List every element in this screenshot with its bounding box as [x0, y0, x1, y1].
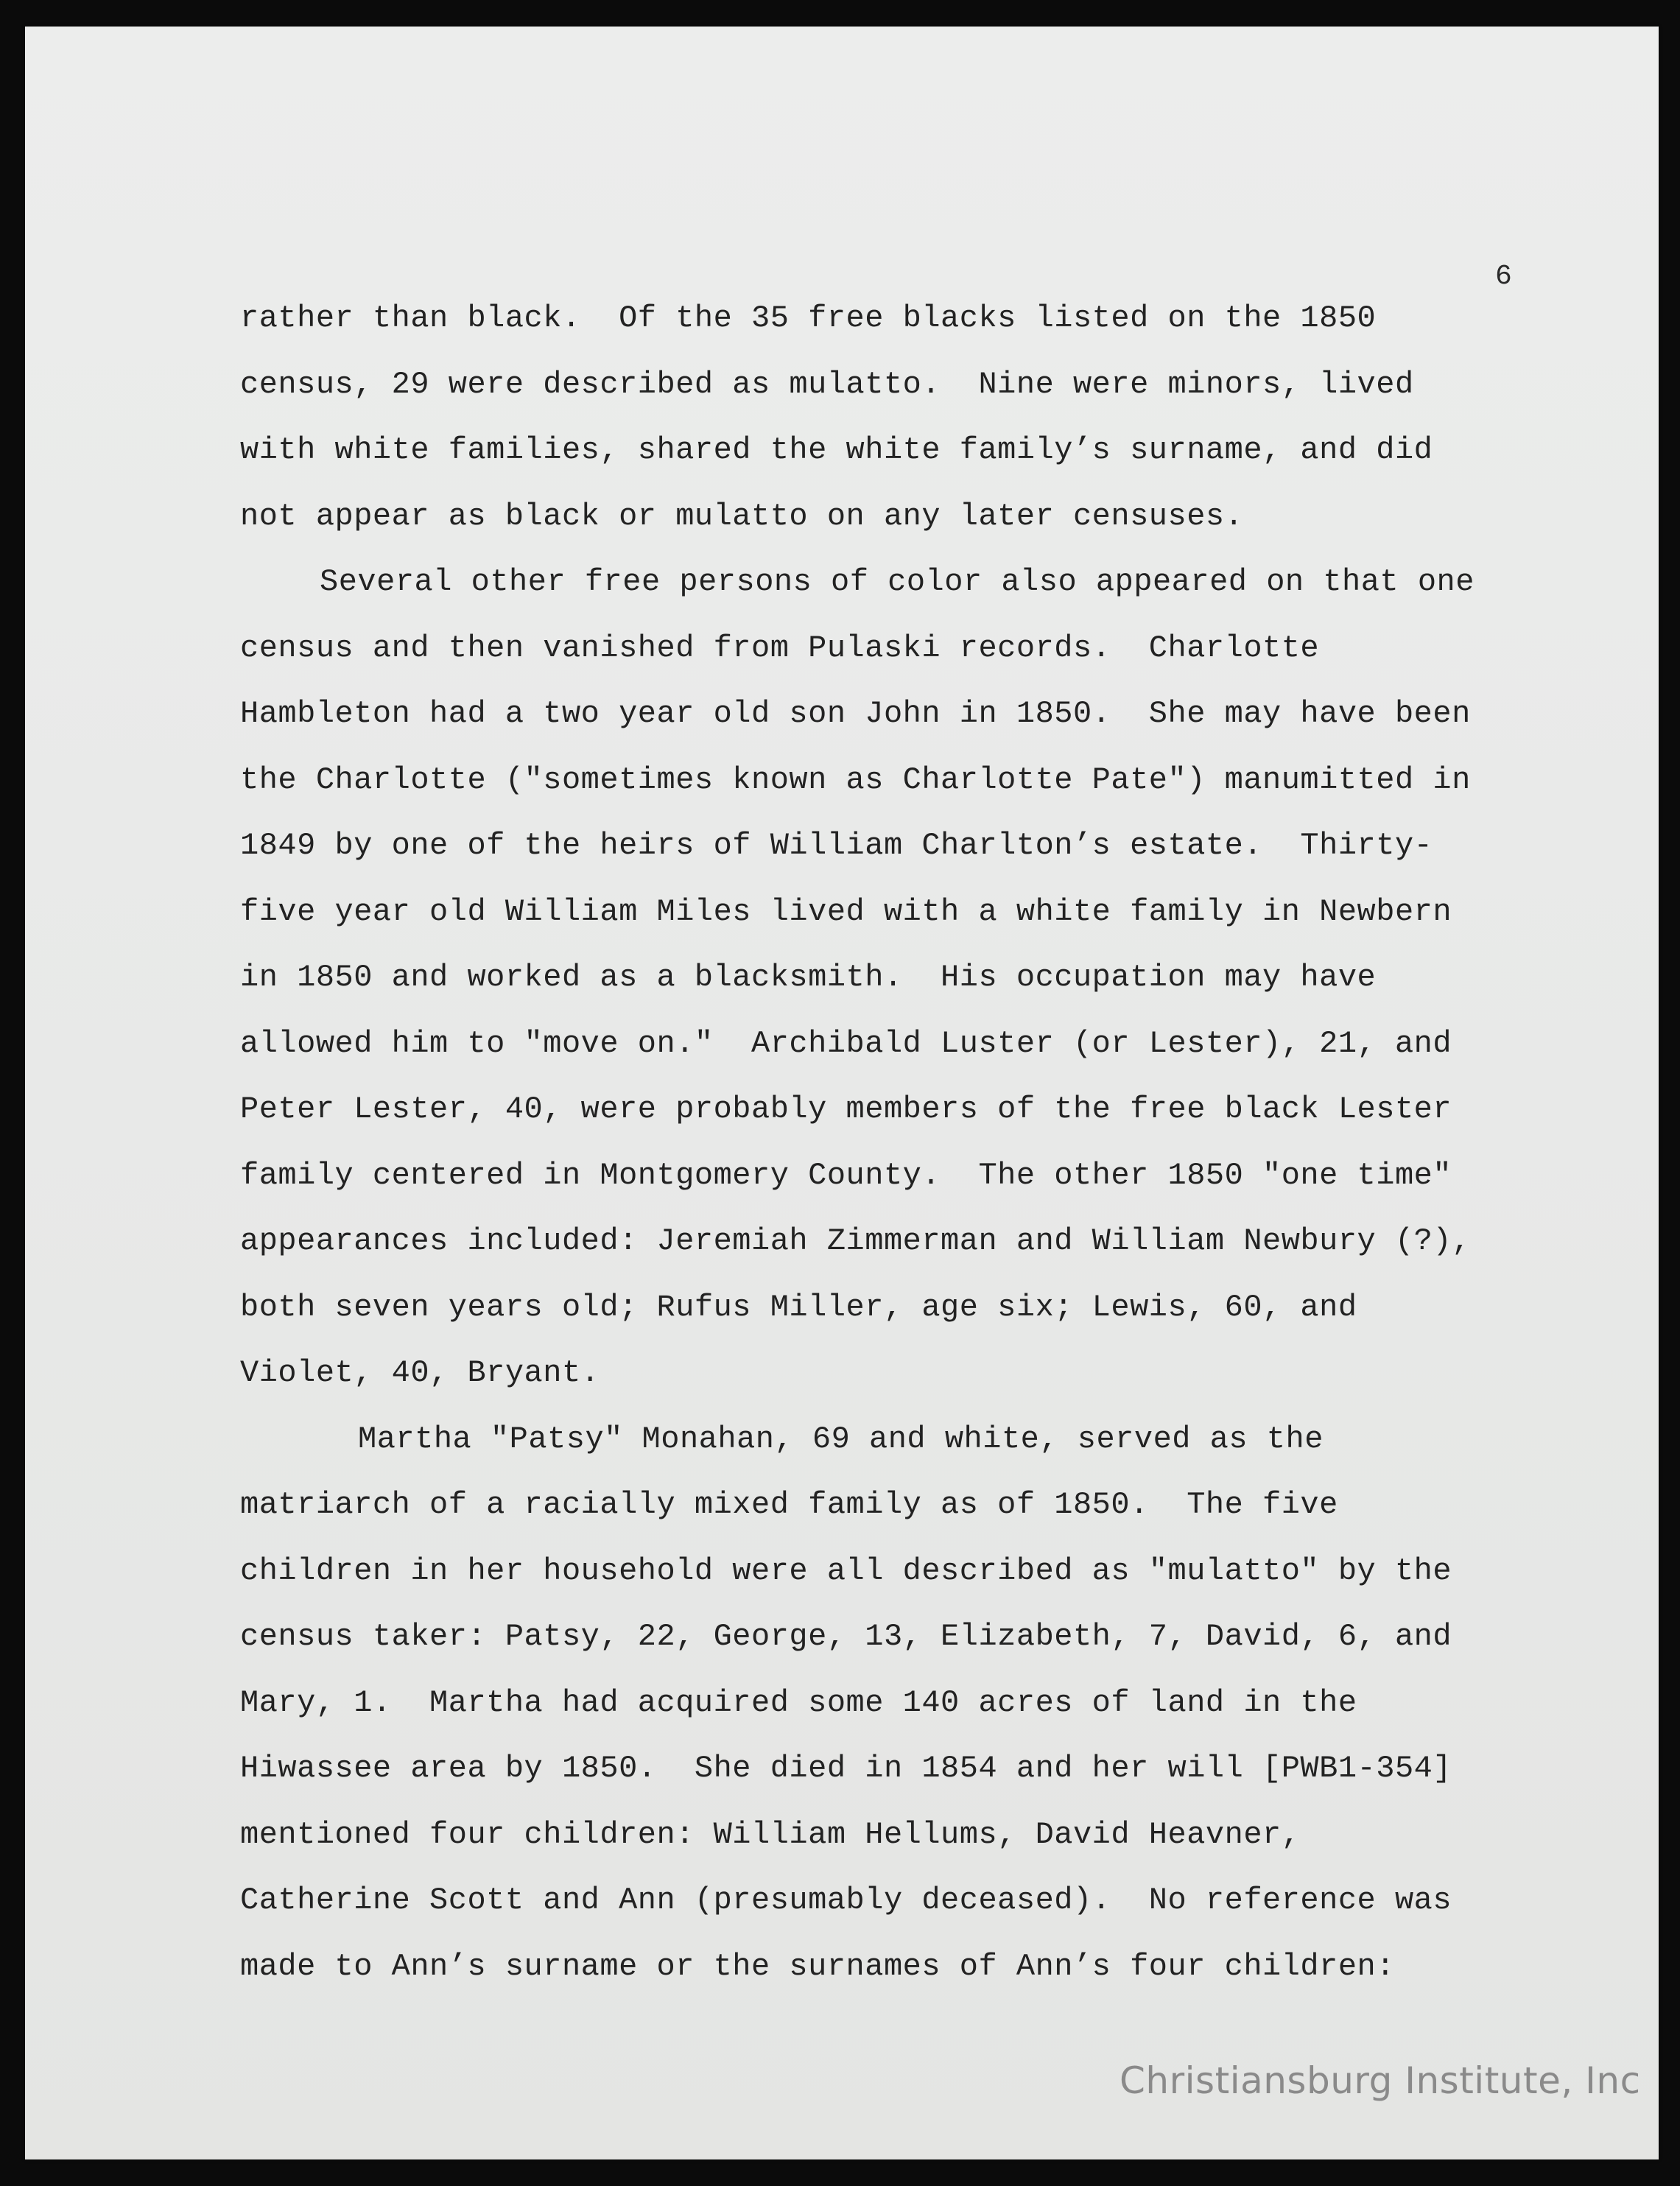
text-line: Peter Lester, 40, were probably members of the free black Lester [240, 1092, 1452, 1127]
text-line: rather than black. Of the 35 free blacks listed on the 1850 [240, 301, 1377, 336]
text-line: both seven years old; Rufus Miller, age six; Lewis, 60, and [240, 1289, 1357, 1325]
text-line: matriarch of a racially mixed family as of 1850. The five [240, 1487, 1338, 1522]
text-line: census and then vanished from Pulaski records. Charlotte [240, 630, 1320, 666]
body-text [240, 296, 1566, 2010]
text-line: Hiwassee area by 1850. She died in 1854 and her will [PWB1-354] [240, 1751, 1452, 1786]
text-line: with white families, shared the white family’s surname, and did [240, 432, 1433, 468]
text-line: five year old William Miles lived with a white family in Newbern [240, 893, 1452, 929]
text-line: in 1850 and worked as a blacksmith. His occupation may have [240, 960, 1377, 995]
text-line: family centered in Montgomery County. The other 1850 "one time" [240, 1157, 1452, 1193]
text-line: census taker: Patsy, 22, George, 13, Elizabeth, 7, David, 6, and [240, 1619, 1452, 1654]
page-number: 6 [1495, 261, 1512, 292]
watermark: Christiansburg Institute, Inc [1120, 2059, 1641, 2102]
text-line: Hambleton had a two year old son John in 1850. She may have been [240, 696, 1471, 731]
text-line: appearances included: Jeremiah Zimmerman and William Newbury (?), [240, 1223, 1471, 1259]
text-line: Catherine Scott and Ann (presumably deceased). No reference was [240, 1883, 1452, 1918]
text-line: allowed him to "move on." Archibald Luster (or Lester), 21, and [240, 1025, 1452, 1061]
text-line: 1849 by one of the heirs of William Charlton’s estate. Thirty- [240, 828, 1433, 863]
text-line: Mary, 1. Martha had acquired some 140 acres of land in the [240, 1684, 1357, 1721]
text-line: mentioned four children: William Hellums, David Heavner, [240, 1816, 1301, 1852]
paragraph-first-line: Martha "Patsy" Monahan, 69 and white, served as the [358, 1421, 1324, 1457]
text-line: the Charlotte ("sometimes known as Charlotte Pate") manumitted in [240, 762, 1471, 798]
text-line: made to Ann’s surname or the surnames of Ann’s four children: [240, 1948, 1395, 1984]
text-line: children in her household were all described as "mulatto" by the [240, 1553, 1452, 1589]
text-line: Violet, 40, Bryant. [240, 1355, 600, 1391]
text-line: not appear as black or mulatto on any later censuses. [240, 498, 1244, 534]
paragraph-first-line: Several other free persons of color also appeared on that one [320, 564, 1475, 600]
text-line: census, 29 were described as mulatto. Nine were minors, lived [240, 366, 1414, 402]
